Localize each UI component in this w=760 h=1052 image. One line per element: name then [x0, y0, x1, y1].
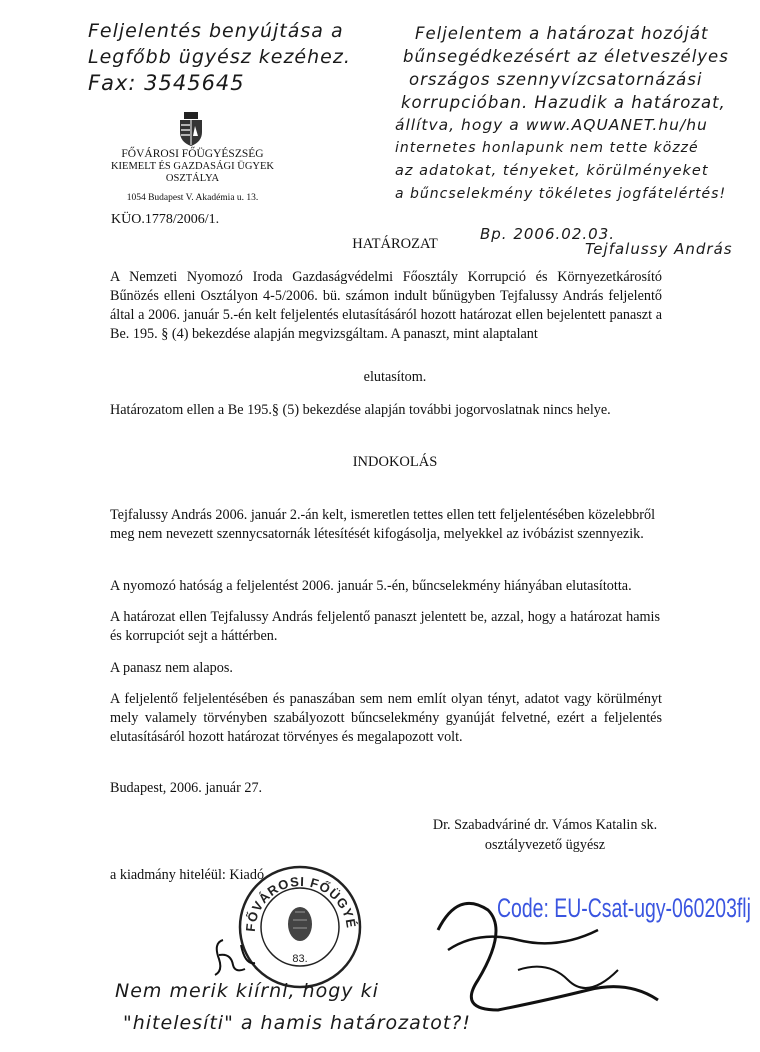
signer-name: Dr. Szabadváriné dr. Vámos Katalin sk. — [432, 817, 658, 833]
handwritten-line: Fax: 3545645 — [88, 71, 245, 95]
decision-text: elutasítom. — [363, 369, 427, 385]
handwritten-note-top-right — [395, 22, 760, 206]
handwritten-line: állítva, hogy a www.AQUANET.hu/hu — [395, 116, 708, 134]
stamp-text: FŐVÁROSI FŐÜGYÉ — [242, 873, 360, 933]
handwritten-line: Feljelentem a határozat hozóját — [415, 24, 709, 43]
coat-of-arms-icon — [178, 112, 204, 146]
handwritten-line: a bűncselekmény tökéletes jogfátelértés! — [395, 186, 727, 202]
handwritten-line: Legfőbb ügyész kezéhez. — [88, 46, 351, 68]
paragraph-rejection: A nyomozó hatóság a feljelentést 2006. január 5.-én, bűncselekmény hiányában elutasította. — [110, 578, 632, 594]
handwritten-note-bottom — [115, 975, 471, 1039]
handwritten-line: Nem merik kiírni, hogy ki — [115, 980, 379, 1002]
handwritten-line: országos szennyvízcsatornázási — [409, 70, 703, 89]
handwritten-initials — [205, 935, 265, 980]
handwritten-line: bűnsegédkezésért az életveszélyes — [403, 47, 729, 66]
paragraph-appeal: A határozat ellen Tejfalussy András feljelentő panaszt jelentett be, azzal, hogy a határozat hamis és korrupciót sejt a háttérben. — [110, 609, 660, 644]
paragraph-facts: Tejfalussy András 2006. január 2.-án kelt, ismeretlen tettes ellen tett feljelentésében közelebbről meg nem nevezett szennycsatornák létesítését kifogásolja, melyekkel az ivóbázist szennyezik. — [110, 507, 656, 542]
handwritten-line: az adatokat, tényeket, körülményeket — [395, 163, 709, 179]
document-code-label: Code: EU-Csat-ugy-060203flj — [497, 893, 751, 923]
document-title: HATÁROZAT — [352, 236, 438, 252]
handwritten-date: Bp. 2006.02.03. — [480, 225, 615, 243]
paragraph-unfounded: A panasz nem alapos. — [110, 660, 233, 676]
handwritten-signature-top: Tejfalussy András — [585, 240, 733, 258]
office-name: FŐVÁROSI FŐÜGYÉSZSÉG — [121, 148, 264, 160]
stamp-number: 83. — [292, 953, 308, 965]
handwritten-note-top-left — [88, 18, 351, 96]
office-department: KIEMELT ÉS GAZDASÁGI ÜGYEK — [110, 160, 275, 172]
signature-block — [405, 815, 685, 855]
case-number: KÜO.1778/2006/1. — [111, 212, 220, 227]
paragraph-complaint: A Nemzeti Nyomozó Iroda Gazdaságvédelmi Főosztály Korrupció és Környezetkárosító Bűnözés elleni Osztályon 4-5/2006. bü. számon indult bűnügyben Tejfalussy András feljelentő által a 2006. január 5.-én kelt feljelentés elutasításáról hozott határozat ellen bejelentett panaszt a Be. 195. § (4) bekezdése alapján megvizsgáltam. A panaszt, mint alaptalant — [110, 269, 662, 342]
handwritten-line: Feljelentés benyújtása a — [88, 20, 344, 42]
handwritten-line: "hitelesíti" a hamis határozatot?! — [123, 1012, 472, 1034]
signer-title: osztályvezető ügyész — [484, 837, 606, 853]
office-address: 1054 Budapest V. Akadémia u. 13. — [126, 192, 259, 203]
handwritten-line: korrupcióban. Hazudik a határozat, — [401, 93, 726, 112]
office-department: OSZTÁLYA — [165, 173, 220, 184]
reasoning-title: INDOKOLÁS — [352, 454, 438, 470]
office-header — [110, 148, 275, 204]
handwritten-line: internetes honlapunk nem tette közzé — [395, 140, 699, 156]
paragraph-reasoning: A feljelentő feljelentésében és panaszában sem nem említ olyan tényt, adatot vagy körülményt mely valamely törvényben szabályozott bűncselekmény gyanúját felvetné, ezért a feljelentés elutasításáról hozott határozat törvényes és megalapozott volt. — [110, 691, 662, 745]
paragraph-no-appeal: Határozatom ellen a Be 195.§ (5) bekezdése alapján további jogorvoslatnak nincs helye. — [110, 402, 611, 418]
place-date: Budapest, 2006. január 27. — [110, 780, 263, 796]
certification-text: a kiadmány hiteléül: Kiadó — [110, 867, 265, 883]
